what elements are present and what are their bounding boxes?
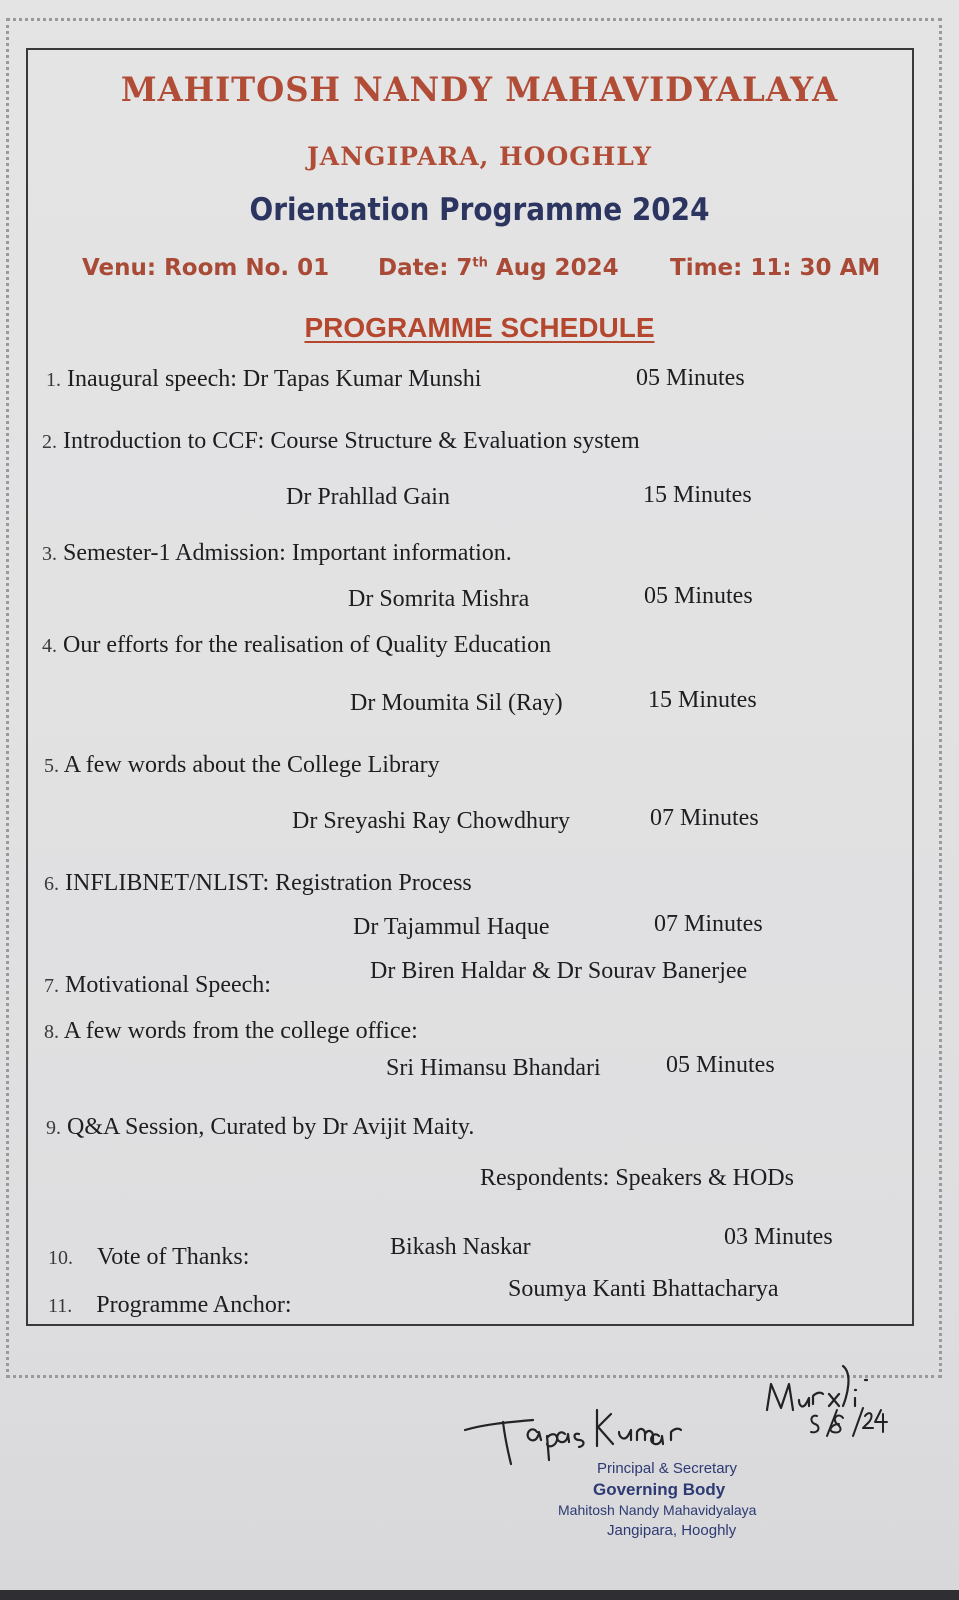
list-item: 4. Our efforts for the realisation of Quality Education [42,632,552,658]
item-duration: 07 Minutes [654,911,763,937]
list-item: 1. Inaugural speech: Dr Tapas Kumar Munshi [46,366,482,392]
signatory-place: Jangipara, Hooghly [607,1522,737,1539]
item-duration: 05 Minutes [636,365,745,391]
date: Date: 7th Aug 2024 [378,255,619,281]
handwritten-signature [455,1360,925,1470]
list-item: 7. Motivational Speech: [44,972,271,998]
list-item: 11. Programme Anchor: [48,1292,292,1318]
schedule-title: PROGRAMME SCHEDULE [304,312,655,343]
list-item: 6. INFLIBNET/NLIST: Registration Process [44,870,472,896]
time: Time: 11: 30 AM [670,255,881,281]
item-duration: 15 Minutes [643,482,752,508]
list-item: 3. Semester-1 Admission: Important information. [42,540,512,566]
item-speaker: Dr Somrita Mishra [348,586,530,612]
item-speaker: Dr Tajammul Haque [353,914,550,940]
list-item: 8. A few words from the college office: [44,1018,418,1044]
item-speaker: Bikash Naskar [390,1234,531,1260]
signatory-designation: Principal & Secretary [597,1460,738,1477]
item-speaker: Dr Biren Haldar & Dr Sourav Banerjee [370,958,748,984]
programme-title: Orientation Programme 2024 [249,192,710,228]
item-speaker: Dr Sreyashi Ray Chowdhury [292,808,570,834]
item-speaker: Respondents: Speakers & HODs [480,1165,794,1191]
list-item: 5. A few words about the College Library [44,752,440,778]
bottom-bar [0,1590,959,1600]
signature-block [455,1360,925,1560]
item-speaker: Dr Prahllad Gain [286,484,450,510]
item-duration: 05 Minutes [644,583,753,609]
item-duration: 03 Minutes [724,1224,833,1250]
item-speaker: Sri Himansu Bhandari [386,1055,601,1081]
college-location: JANGIPARA, HOOGHLY [306,142,653,171]
item-duration: 05 Minutes [666,1052,775,1078]
item-speaker: Dr Moumita Sil (Ray) [350,690,563,716]
list-item: 10. Vote of Thanks: [48,1244,250,1270]
signatory-college: Mahitosh Nandy Mahavidyalaya [558,1502,757,1518]
venue: Venu: Room No. 01 [82,255,330,281]
item-duration: 07 Minutes [650,805,759,831]
list-item: 2. Introduction to CCF: Course Structure & Evaluation system [42,428,640,454]
item-duration: 15 Minutes [648,687,757,713]
college-name: MAHITOSH NANDY MAHAVIDYALAYA [120,70,839,110]
item-speaker: Soumya Kanti Bhattacharya [508,1276,779,1302]
signatory-body: Governing Body [593,1480,726,1499]
list-item: 9. Q&A Session, Curated by Dr Avijit Maity. [46,1114,475,1140]
